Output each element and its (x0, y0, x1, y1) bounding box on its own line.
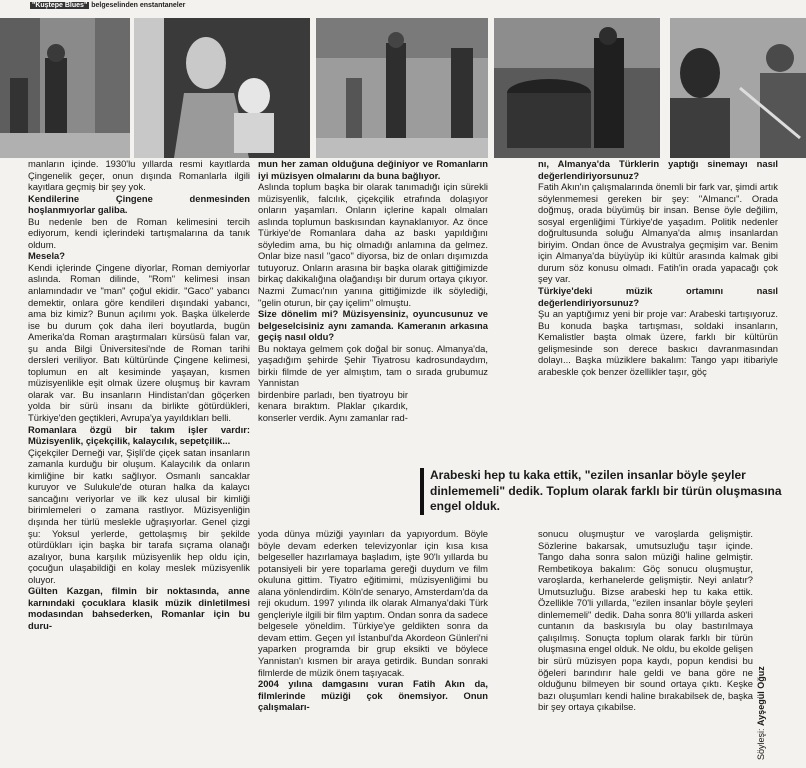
paragraph: Kendi içlerinde Çingene diyorlar, Roman demiyorlar aslında. Roman dilinde, "Rom" kelimesi insan anlamındadır ve "man" çoğul ekidir. "Gaco" yabancı demektir, onlara göre kendileri dışındaki yabancı, ama biz kimiz? Bunun açılımı yok. Başka ülkelerde ise bu durum çok daha ileri boyutlarda, bugün Amerika'da Roman araştırmaları kürsüsü falan var, şu anda Bilgi Üniversitesi'nde de Roman tarihi dersleri veriliyor. Batı kültüründe Çingene kelimesi, toplumun en alt kesiminde yaşayan, kısmen müzisyenlikle eşit olmak üzere oluşmuş bir kavram olarak var. Bu insanların Hindistan'dan göçerken yolda bir sürü insanı da birlikte götürdükleri, Türkiye'den geçtikleri, Avrupa'ya yayıldıkları belli. (28, 261, 250, 424)
article-column-1 (28, 158, 250, 631)
paragraph: sonucu oluşmuştur ve varoşlarda gelişmiştir. Sözlerine bakarsak, umutsuzluğu taşır içinde. Tango daha sonra salon müziği haline gelmiştir. Rembetikoya bakalım: Göç sonucu oluşmuştur, varoşlarda, kerhanelerde gelişmiştir. Neyi anlatır? Umutsuzluğu. Bizse arabeski hep tu kaka ettik. Özellikle 70'li yıllarda, "ezilen insanlar böyle şeyleri dinlememeli" dedik. Daha sonra 80'li yıllarda askeri cuntanın da baskısıyla bu olay bastırılmaya çalışılmış. Sonuçta toplum olarak farklı bir türün oluşmasına engel olduk. Ne oldu, bu ekolde gelişen bir sürü müzisyen popa kaydı, popun kendisi bu öğeleri barındırır hale geldi ve bana göre ne olduğunu bilmeyen bir sound ortaya çıktı. Keşke bazı oluşumları kendi haline bırakabilsek de, başka bir şey ortaya çıkabilse. (538, 528, 753, 713)
photo-strip (0, 12, 806, 152)
paragraph: Şu an yaptığımız yeni bir proje var: Arabeski tartışıyoruz. Bu konuda başka tartışması, soldaki insanların, Kemalistler başta olmak üzere, farklı bir kültürün gelişmesinde son derece baskıcı davranmasından dolayı... Başka müziklere bakalım: Tango yapı itibariyle arabeskle çok benzer özellikler taşır, göç (538, 308, 778, 377)
question: Mesela? (28, 250, 65, 262)
pull-quote: Arabeski hep tu kaka ettik, "ezilen insanlar böyle şeyler dinlememeli" dedik. Toplum olarak farklı bir türün oluşmasına engel olduk. (420, 468, 790, 515)
question: mun her zaman olduğuna değiniyor ve Romanların iyi müzisyen olmalarını da buna bağlıyor. (258, 158, 488, 181)
photo-metal-pot (494, 18, 660, 158)
question: Gülten Kazgan, filmin bir noktasında, anne karnındaki çocuklara klasik müzik dinletilmesi modasından bahsederken, Romanlar için bu duru- (28, 585, 250, 631)
photo-street-scene (0, 18, 130, 158)
question: 2004 yılına damgasını vuran Fatih Akın da, filmlerinde müziği çok önemsiyor. Onun çalışmaları- (258, 678, 488, 713)
paragraph: birdenbire parladı, ben tiyatroyu bir kenara bıraktım. Plaklar çıkardık, konserler verdik. Aynı zamanlar rad- (258, 388, 408, 424)
photo-boys-playing-music (670, 18, 806, 158)
paragraph: Çiçekçiler Derneği var, Şişli'de çiçek satan insanların zamanla kurduğu bir oluşum. Kalaycılık da onların kimliğine bir katkı sağlıyor. Osmanlı sancaklar kuruyor ve Sulukule'de oturan halka da kalaycı sancağını veriyorlar ve ilk kez ulusal bir kimliği birimlemeleri o zamana rastlıyor. Müzisyenliğin dışında her türlü meslekle uğraşıyorlar. Genel çizgi şu: Yoksul yerlerde, gettolaşmış bir şekilde otürdükları için başka bir tarafa sıçrama olanağı azalıyor, buna karşılık müzisyenlik hep oldu için, çocuğun ulaşabildiği en kolay meslek müzisyenlik oluyor. (28, 446, 250, 585)
byline: Söyleşi: Ayşegül Oğuz (756, 666, 766, 760)
paragraph: Bu nedenle ben de Roman kelimesini tercih ediyorum, kendi içlerindeki tartışmalarına da tanık oldum. (28, 215, 250, 250)
question: Türkiye'deki müzik ortamını nasıl değerlendiriyorsunuz? (538, 285, 778, 308)
photo-caption: "Kuştepe Blues" belgeselinden enstantaneler (32, 2, 186, 9)
article-column-2-bottom (258, 528, 488, 713)
photo-crowd-scene (316, 18, 488, 158)
paragraph: yoda dünya müziği yayınları da yapıyordum. Böyle böyle devam ederken televizyonlar için kısa kısa belgeseller hazırlamaya başladım, işte 90'lı yıllarda bu potansiyeli bir yere toparlama gereği duydum ve film okuluna gittim. Tiyatro eğitimimi, müzisyenliğimi bu alana yönlendirdim. Köln'de senaryo, Amsterdam'da da reji okudum. 1997 yılında ilk olarak Almanya'daki Türk gençleriyle ilgili bir film yaptım. Ondan sonra da sadece belgesele yöneldim. Türkiye'ye geldikten sonra da devam ettim. Geçen yıl İstanbul'da Akordeon Günleri'ni yaparken programda bir grup eksikti ve böylece Yannistan'ı kısmen bir araya getirdik. Bundan sonraki filmlerde de müzik önem taşıyacak. (258, 528, 488, 678)
paragraph: Fatih Akın'ın çalışmalarında önemli bir fark var, şimdi artık söylenmemesi gereken bir şey: "Almancı". Orada doğmuş, orada büyümüş bir insan. Bense öyle değilim, sosyal ergenliğimi Türkiye'de yaşadım. Politik nedenler doğrultusunda soluğu Almanya'da almış insanlardan biriyim. Ondan önce de Avustralya geçmişim var. Benim için Almanya'da büyüyüp iki kültür arasında kalmak gibi durum söz konusu olmadı. Fatih'in orada yapacağı çok şey var. (538, 181, 778, 285)
question: nı, Almanya'da Türklerin yaptığı sinemayı nasıl değerlendiriyorsunuz? (538, 158, 778, 181)
question: Kendilerine Çingene denmesinden hoşlanmıyorlar galiba. (28, 192, 250, 216)
paragraph: Bu noktaya gelmem çok doğal bir sonuç. Almanya'da, yaşadığım şehirde Şehir Tiyatrosu kadrosundaydım, birkiı filmde de yer almıştım, tam o sırada grubumuz Yannistan (258, 342, 488, 389)
paragraph: manların içinde. 1930'lu yıllarda resmi kayıtlarda Çingenelik geçer, onun dışında Romanlarla ilgili kayıtlara geçmiş bir şey yok. (28, 158, 250, 193)
article-column-2-top (258, 158, 488, 424)
photo-woman-holding-baby (134, 18, 310, 158)
paragraph: Aslında toplum başka bir olarak tanımadığı için sürekli müzisyenlik, falcılık, çiçekçilik etrafında dolaşıyor onların yaşamları. Onların içlerine kapalı olmaları aslında toplumun baskısından kaynaklanıyor. Az önce Türkiye'de Romanlara daha az baskı yapıldığını söyledim ama, bu hiç olmadığı anlamına da gelmez. Onlar bize nasıl "gaco" diyorsa, biz de onları dışımızda tutuyoruz. Onların arasına bir başka olarak gittiğimizde birkaç dakikalığına olağandışı bir durum ortaya çıkıyor. Nazmi Zumacı'nın yanına gittiğimizde ilk söylediği, "gelin oturun, bir çay içelim" olmuştu. (258, 181, 488, 308)
article-column-3-bottom (538, 528, 753, 713)
article-column-3-top (538, 158, 778, 377)
question: Romanlara özgü bir takım işler vardır: Müzisyenlik, çiçekçilik, kalaycılık, sepetçilik... (28, 423, 250, 447)
question: Size dönelim mi? Müzisyensiniz, oyuncusunuz ve belgeselcisiniz aynı zamanda. Kameranın arkasına geçiş nasıl oldu? (258, 308, 488, 343)
